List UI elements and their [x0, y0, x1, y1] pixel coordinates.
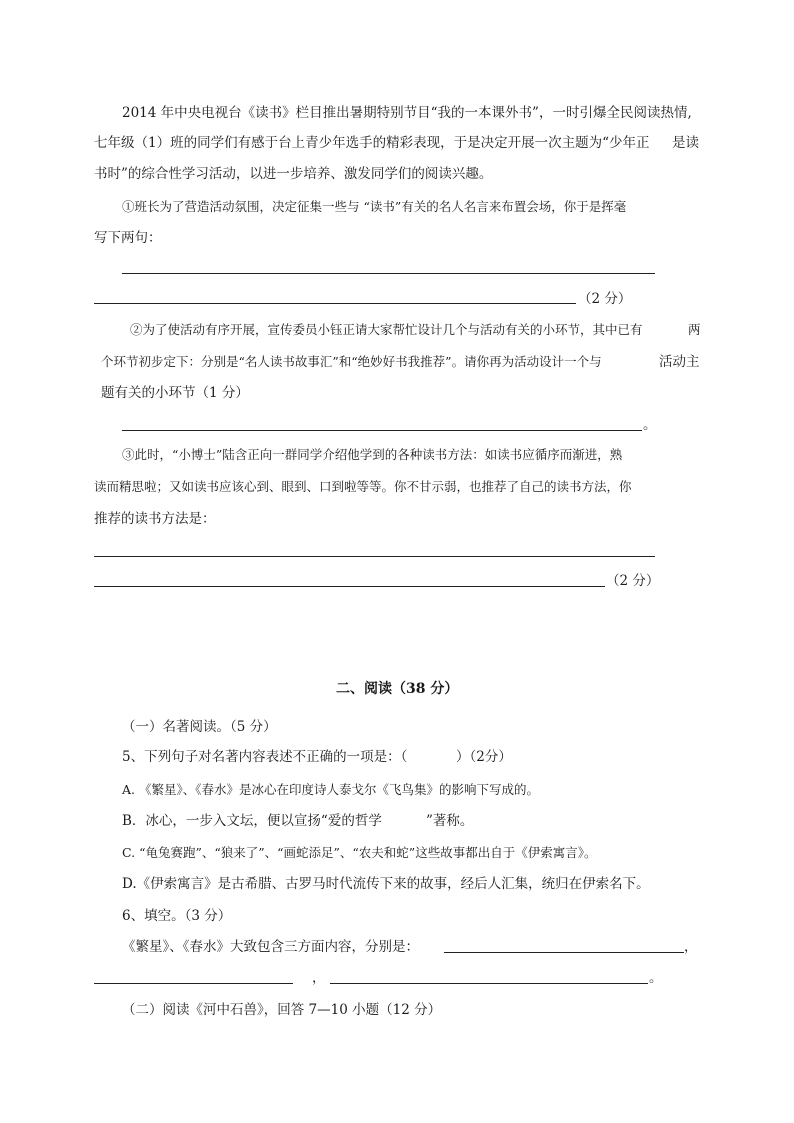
- q6-end-mark: 。: [649, 970, 663, 986]
- option-b: B．冰心，一步入文坛，便以宣扬“爱的哲学: [122, 813, 382, 829]
- option-b-end: ”著称。: [426, 813, 474, 829]
- q6-prompt: 《繁星》、《春水》大致包含三方面内容，分别是：: [122, 939, 419, 955]
- option-a: A. 《繁星》、《春水》是冰心在印度诗人泰戈尔《飞鸟集》的影响下写成的。: [122, 782, 539, 797]
- q3-line-2: 读而精思啦；又如读书应该心到、眼到、口到啦等等。你不甘示弱，也推荐了自己的读书方法，你: [94, 479, 632, 494]
- q1-answer-line-2[interactable]: [94, 303, 576, 304]
- q2-line-2-end: 活动主: [659, 354, 700, 370]
- q1-score: （2 分）: [578, 291, 632, 307]
- q3-line-1: ③此时，“小博士”陆含正向一群同学介绍他学到的各种读书方法：如读书应循序而渐进，熟: [122, 447, 623, 462]
- q6-heading: 6、填空。（3 分）: [122, 908, 232, 924]
- q6-answer-line-3[interactable]: [330, 983, 648, 984]
- intro-line-2: 七年级（1）班的同学们有感于台上青少年选手的精彩表现，于是决定开展一次主题为“少年正: [94, 135, 650, 151]
- q5-stem: 5、下列句子对名著内容表述不正确的一项是：（: [122, 749, 408, 765]
- option-d: D.《伊索寓言》是古希腊、古罗马时代流传下来的故事，经后人汇集，统归在伊索名下。: [122, 876, 650, 892]
- q2-end-mark: 。: [643, 417, 657, 433]
- q6-comma-2: ，: [312, 970, 326, 986]
- intro-line-1: 2014 年中央电视台《读书》栏目推出暑期特别节目“我的一本课外书”，一时引爆全民阅读热情,: [122, 105, 692, 121]
- section-title: 二、阅读（38 分）: [336, 681, 459, 697]
- q1-line-1: ①班长为了营造活动氛围，决定征集一些与 “读书”有关的名人名言来布置会场，你于是挥毫: [122, 199, 627, 214]
- option-c: C. “龟兔赛跑”、“狼来了”、“画蛇添足”、“农夫和蛇”这些故事都出自于《伊索寓言》。: [122, 845, 597, 860]
- q6-answer-line-1[interactable]: [444, 952, 684, 953]
- q3-score: （2 分）: [606, 573, 660, 589]
- q1-answer-line-1[interactable]: [122, 273, 655, 274]
- intro-line-2-end: 是读: [672, 135, 699, 151]
- q3-answer-line-1[interactable]: [94, 556, 655, 557]
- q6-answer-line-2[interactable]: [94, 983, 293, 984]
- q5-stem-end: ）（2分）: [456, 749, 512, 765]
- q3-line-3: 推荐的读书方法是：: [94, 511, 216, 527]
- q2-line-3: 题有关的小环节（1 分）: [101, 385, 249, 401]
- part1-heading: （一）名著阅读。（5 分）: [122, 719, 277, 735]
- q2-line-2: 个环节初步定下：分别是“名人读书故事汇”和“绝妙好书我推荐”。请你再为活动设计一个与: [101, 354, 602, 369]
- q2-line-1-end: 两: [688, 322, 701, 337]
- q3-answer-line-2[interactable]: [94, 586, 605, 587]
- intro-line-3: 书时”的综合性学习活动，以进一步培养、激发同学们的阅读兴趣。: [94, 166, 493, 182]
- q2-answer-line[interactable]: [122, 430, 642, 431]
- q2-line-1: ②为了使活动有序开展，宣传委员小钰正请大家帮忙设计几个与活动有关的小环节，其中已有: [130, 322, 643, 337]
- part2-heading: （二）阅读《河中石兽》，回答 7—10 小题（12 分）: [122, 1002, 442, 1018]
- q1-line-2: 写下两句：: [94, 230, 162, 246]
- q6-comma-1: ，: [684, 939, 698, 955]
